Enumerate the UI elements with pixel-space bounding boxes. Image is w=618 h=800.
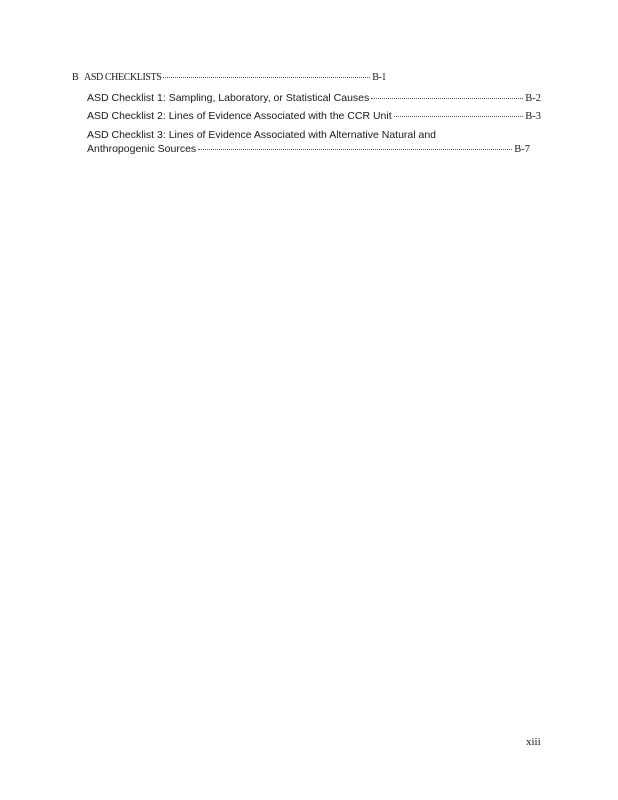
appendix-number: B <box>72 72 79 83</box>
entry-page: B-2 <box>525 93 541 104</box>
entry-title: ASD Checklist 2: Lines of Evidence Associated with the CCR Unit <box>87 110 392 122</box>
entry-title: ASD Checklist 1: Sampling, Laboratory, or Statistical Causes <box>87 92 370 104</box>
toc-entry-checklist-3-line1[interactable]: ASD Checklist 3: Lines of Evidence Associated with Alternative Natural and <box>87 129 437 141</box>
dot-leader <box>163 77 370 78</box>
entry-title-line2: Anthropogenic Sources <box>87 143 197 155</box>
appendix-page: B-1 <box>372 72 386 83</box>
page-number: xiii <box>526 736 541 748</box>
dot-leader <box>394 116 524 117</box>
entry-page: B-3 <box>525 111 541 122</box>
toc-entry-checklist-2[interactable] <box>87 110 541 122</box>
toc-entry-checklist-1[interactable] <box>87 92 541 104</box>
toc-entry-checklist-3[interactable] <box>87 143 530 155</box>
dot-leader <box>371 98 523 99</box>
entry-page: B-7 <box>514 144 530 155</box>
appendix-title: ASD CHECKLISTS <box>84 72 162 83</box>
toc-appendix-b[interactable] <box>72 72 386 83</box>
dot-leader <box>198 149 512 150</box>
